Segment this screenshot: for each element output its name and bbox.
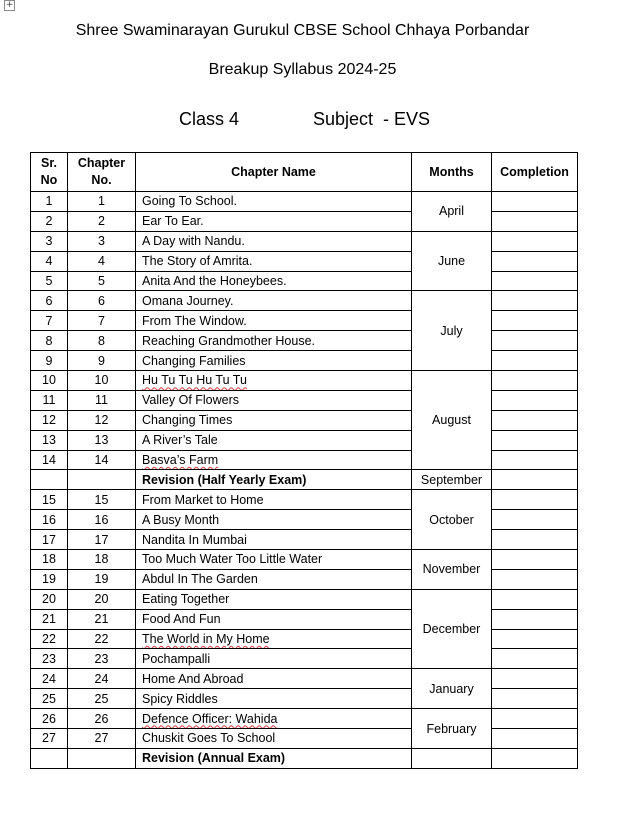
chapter-no-cell: 27 bbox=[68, 729, 136, 749]
chapter-name-text: A Busy Month bbox=[142, 512, 220, 527]
month-cell: December bbox=[412, 589, 492, 669]
sr-no-cell: 20 bbox=[31, 589, 68, 609]
chapter-no-cell: 20 bbox=[68, 589, 136, 609]
chapter-name-text: Omana Journey. bbox=[142, 293, 234, 308]
chapter-name-cell bbox=[136, 450, 412, 470]
chapter-name-text: Eating Together bbox=[142, 592, 230, 607]
chapter-name-text: The World in My Home bbox=[142, 632, 270, 647]
chapter-name-cell bbox=[136, 530, 412, 550]
chapter-no-cell: 5 bbox=[68, 271, 136, 291]
table-row bbox=[31, 550, 578, 570]
completion-cell[interactable] bbox=[492, 530, 578, 550]
chapter-name-cell bbox=[136, 410, 412, 430]
chapter-name-text: Pochampalli bbox=[142, 651, 211, 666]
syllabus-title: Breakup Syllabus 2024-25 bbox=[208, 61, 397, 78]
chapter-no-cell: 16 bbox=[68, 510, 136, 530]
chapter-name-text: Ear To Ear. bbox=[142, 214, 204, 229]
table-row bbox=[31, 669, 578, 689]
chapter-name-cell bbox=[136, 251, 412, 271]
chapter-name-cell bbox=[136, 331, 412, 351]
chapter-no-cell: 4 bbox=[68, 251, 136, 271]
sr-no-cell: 25 bbox=[31, 689, 68, 709]
table-row bbox=[31, 371, 578, 391]
chapter-no-cell: 6 bbox=[68, 291, 136, 311]
chapter-name-cell bbox=[136, 211, 412, 231]
table-row bbox=[31, 211, 578, 231]
chapter-name-cell bbox=[136, 669, 412, 689]
sr-no-cell: 3 bbox=[31, 231, 68, 251]
completion-cell[interactable] bbox=[492, 311, 578, 331]
chapter-name-cell bbox=[136, 490, 412, 510]
chapter-name-cell bbox=[136, 689, 412, 709]
chapter-name-text: From The Window. bbox=[142, 313, 247, 328]
class-label: Class 4 bbox=[179, 109, 240, 129]
chapter-no-cell: 25 bbox=[68, 689, 136, 709]
month-cell: June bbox=[412, 231, 492, 291]
completion-cell[interactable] bbox=[492, 490, 578, 510]
chapter-name-text: From Market to Home bbox=[142, 492, 264, 507]
sr-no-cell: 9 bbox=[31, 351, 68, 371]
sr-no-cell: 19 bbox=[31, 569, 68, 589]
completion-cell[interactable] bbox=[492, 709, 578, 729]
chapter-no-cell: 26 bbox=[68, 709, 136, 729]
chapter-no-cell: 18 bbox=[68, 550, 136, 570]
sr-no-cell: 8 bbox=[31, 331, 68, 351]
chapter-name-text: A Day with Nandu. bbox=[142, 234, 245, 249]
completion-cell[interactable] bbox=[492, 251, 578, 271]
sr-no-cell bbox=[31, 748, 68, 768]
table-move-handle-icon[interactable]: + bbox=[5, 0, 14, 10]
chapter-name-cell bbox=[136, 729, 412, 749]
sr-no-cell: 5 bbox=[31, 271, 68, 291]
chapter-name-text: Reaching Grandmother House. bbox=[142, 333, 316, 348]
table-body bbox=[31, 192, 578, 769]
sr-no-cell: 6 bbox=[31, 291, 68, 311]
completion-cell[interactable] bbox=[492, 569, 578, 589]
chapter-name-cell bbox=[136, 709, 412, 729]
chapter-no-cell: 24 bbox=[68, 669, 136, 689]
sr-no-cell: 14 bbox=[31, 450, 68, 470]
chapter-name-cell bbox=[136, 231, 412, 251]
chapter-name-text: Nandita In Mumbai bbox=[142, 532, 247, 547]
completion-cell[interactable] bbox=[492, 410, 578, 430]
header-months: Months bbox=[412, 153, 492, 192]
chapter-no-cell: 9 bbox=[68, 351, 136, 371]
completion-cell[interactable] bbox=[492, 669, 578, 689]
chapter-no-cell: 2 bbox=[68, 211, 136, 231]
chapter-no-cell: 19 bbox=[68, 569, 136, 589]
table-row bbox=[31, 629, 578, 649]
chapter-name-text: Spicy Riddles bbox=[142, 691, 218, 706]
sr-no-cell: 22 bbox=[31, 629, 68, 649]
table-row bbox=[31, 470, 578, 490]
table-row bbox=[31, 231, 578, 251]
completion-cell[interactable] bbox=[492, 470, 578, 490]
chapter-no-cell: 13 bbox=[68, 430, 136, 450]
table-row bbox=[31, 748, 578, 768]
chapter-name-cell bbox=[136, 311, 412, 331]
completion-cell[interactable] bbox=[492, 351, 578, 371]
month-cell: November bbox=[412, 550, 492, 590]
chapter-no-cell: 21 bbox=[68, 609, 136, 629]
chapter-no-cell: 15 bbox=[68, 490, 136, 510]
chapter-name-text: Revision (Half Yearly Exam) bbox=[142, 472, 307, 487]
table-row bbox=[31, 569, 578, 589]
chapter-name-cell bbox=[136, 569, 412, 589]
chapter-no-cell: 8 bbox=[68, 331, 136, 351]
chapter-name-text: Revision (Annual Exam) bbox=[142, 751, 286, 766]
chapter-name-cell bbox=[136, 390, 412, 410]
completion-cell[interactable] bbox=[492, 629, 578, 649]
sr-no-cell: 4 bbox=[31, 251, 68, 271]
month-cell: September bbox=[412, 470, 492, 490]
table-row bbox=[31, 251, 578, 271]
sr-no-cell: 23 bbox=[31, 649, 68, 669]
table-row bbox=[31, 530, 578, 550]
chapter-name-text: Too Much Water Too Little Water bbox=[142, 552, 323, 567]
chapter-no-cell: 22 bbox=[68, 629, 136, 649]
table-row bbox=[31, 510, 578, 530]
sr-no-cell: 12 bbox=[31, 410, 68, 430]
completion-cell[interactable] bbox=[492, 271, 578, 291]
header-completion: Completion bbox=[492, 153, 578, 192]
completion-cell[interactable] bbox=[492, 729, 578, 749]
chapter-name-cell bbox=[136, 192, 412, 212]
table-row bbox=[31, 390, 578, 410]
sr-no-cell: 27 bbox=[31, 729, 68, 749]
chapter-name-text: The Story of Amrita. bbox=[142, 254, 253, 269]
chapter-name-cell bbox=[136, 371, 412, 391]
chapter-name-text: Changing Times bbox=[142, 413, 233, 428]
sr-no-cell: 1 bbox=[31, 192, 68, 212]
syllabus-table bbox=[30, 152, 578, 769]
chapter-no-cell: 1 bbox=[68, 192, 136, 212]
completion-cell[interactable] bbox=[492, 331, 578, 351]
table-header-row bbox=[31, 153, 578, 192]
chapter-name-text: A River’s Tale bbox=[142, 433, 218, 448]
table-row bbox=[31, 271, 578, 291]
table-row bbox=[31, 609, 578, 629]
completion-cell[interactable] bbox=[492, 550, 578, 570]
chapter-no-cell: 10 bbox=[68, 371, 136, 391]
month-cell: August bbox=[412, 371, 492, 470]
school-title: Shree Swaminarayan Gurukul CBSE School Chhaya Porbandar bbox=[75, 22, 530, 39]
month-cell: April bbox=[412, 192, 492, 232]
chapter-name-text: Food And Fun bbox=[142, 612, 221, 627]
header-chapter-no: Chapter No. bbox=[68, 153, 136, 192]
month-cell: February bbox=[412, 709, 492, 749]
chapter-name-cell bbox=[136, 589, 412, 609]
table-row bbox=[31, 410, 578, 430]
sr-no-cell: 21 bbox=[31, 609, 68, 629]
completion-cell[interactable] bbox=[492, 450, 578, 470]
chapter-name-cell bbox=[136, 470, 412, 490]
completion-cell[interactable] bbox=[492, 390, 578, 410]
header-sr-no: Sr. No bbox=[31, 153, 68, 192]
sr-no-cell: 15 bbox=[31, 490, 68, 510]
chapter-name-cell bbox=[136, 748, 412, 768]
month-cell: January bbox=[412, 669, 492, 709]
sr-no-cell: 11 bbox=[31, 390, 68, 410]
chapter-no-cell: 3 bbox=[68, 231, 136, 251]
chapter-name-cell bbox=[136, 609, 412, 629]
completion-cell[interactable] bbox=[492, 430, 578, 450]
subject-label: Subject - EVS bbox=[313, 109, 431, 129]
table-row bbox=[31, 311, 578, 331]
chapter-name-text: Changing Families bbox=[142, 353, 246, 368]
chapter-name-text: Anita And the Honeybees. bbox=[142, 274, 287, 288]
table-row bbox=[31, 331, 578, 351]
chapter-name-cell bbox=[136, 351, 412, 371]
chapter-name-cell bbox=[136, 649, 412, 669]
table-row bbox=[31, 709, 578, 729]
table-row bbox=[31, 490, 578, 510]
month-cell: July bbox=[412, 291, 492, 371]
table-row bbox=[31, 689, 578, 709]
chapter-name-text: Hu Tu Tu Hu Tu Tu bbox=[142, 373, 247, 388]
chapter-no-cell bbox=[68, 470, 136, 490]
completion-cell[interactable] bbox=[492, 689, 578, 709]
sr-no-cell: 7 bbox=[31, 311, 68, 331]
month-cell: October bbox=[412, 490, 492, 550]
completion-cell[interactable] bbox=[492, 649, 578, 669]
chapter-name-cell bbox=[136, 510, 412, 530]
month-cell bbox=[412, 748, 492, 768]
chapter-name-text: Home And Abroad bbox=[142, 671, 244, 686]
sr-no-cell: 24 bbox=[31, 669, 68, 689]
table-row bbox=[31, 589, 578, 609]
completion-cell[interactable] bbox=[492, 291, 578, 311]
table-row bbox=[31, 430, 578, 450]
completion-cell[interactable] bbox=[492, 589, 578, 609]
sr-no-cell: 17 bbox=[31, 530, 68, 550]
chapter-no-cell: 11 bbox=[68, 390, 136, 410]
chapter-name-text: Basva’s Farm bbox=[142, 453, 219, 468]
chapter-no-cell: 7 bbox=[68, 311, 136, 331]
sr-no-cell bbox=[31, 470, 68, 490]
chapter-name-text: Abdul In The Garden bbox=[142, 572, 258, 587]
table-row bbox=[31, 351, 578, 371]
chapter-no-cell: 14 bbox=[68, 450, 136, 470]
chapter-name-cell bbox=[136, 271, 412, 291]
completion-cell[interactable] bbox=[492, 371, 578, 391]
chapter-no-cell: 12 bbox=[68, 410, 136, 430]
completion-cell[interactable] bbox=[492, 609, 578, 629]
completion-cell[interactable] bbox=[492, 510, 578, 530]
table-row bbox=[31, 291, 578, 311]
chapter-no-cell bbox=[68, 748, 136, 768]
table-row bbox=[31, 192, 578, 212]
header-chapter-name: Chapter Name bbox=[136, 153, 412, 192]
chapter-no-cell: 17 bbox=[68, 530, 136, 550]
chapter-no-cell: 23 bbox=[68, 649, 136, 669]
chapter-name-text: Defence Officer: Wahida bbox=[142, 711, 278, 726]
chapter-name-text: Chuskit Goes To School bbox=[142, 731, 276, 746]
sr-no-cell: 26 bbox=[31, 709, 68, 729]
sr-no-cell: 16 bbox=[31, 510, 68, 530]
completion-cell[interactable] bbox=[492, 192, 578, 212]
sr-no-cell: 10 bbox=[31, 371, 68, 391]
completion-cell[interactable] bbox=[492, 748, 578, 768]
completion-cell[interactable] bbox=[492, 211, 578, 231]
sr-no-cell: 13 bbox=[31, 430, 68, 450]
chapter-name-cell bbox=[136, 550, 412, 570]
chapter-name-cell bbox=[136, 629, 412, 649]
chapter-name-cell bbox=[136, 430, 412, 450]
completion-cell[interactable] bbox=[492, 231, 578, 251]
table-row bbox=[31, 649, 578, 669]
chapter-name-text: Valley Of Flowers bbox=[142, 393, 240, 408]
sr-no-cell: 2 bbox=[31, 211, 68, 231]
table-row bbox=[31, 729, 578, 749]
chapter-name-text: Going To School. bbox=[142, 194, 237, 209]
table-row bbox=[31, 450, 578, 470]
sr-no-cell: 18 bbox=[31, 550, 68, 570]
chapter-name-cell bbox=[136, 291, 412, 311]
